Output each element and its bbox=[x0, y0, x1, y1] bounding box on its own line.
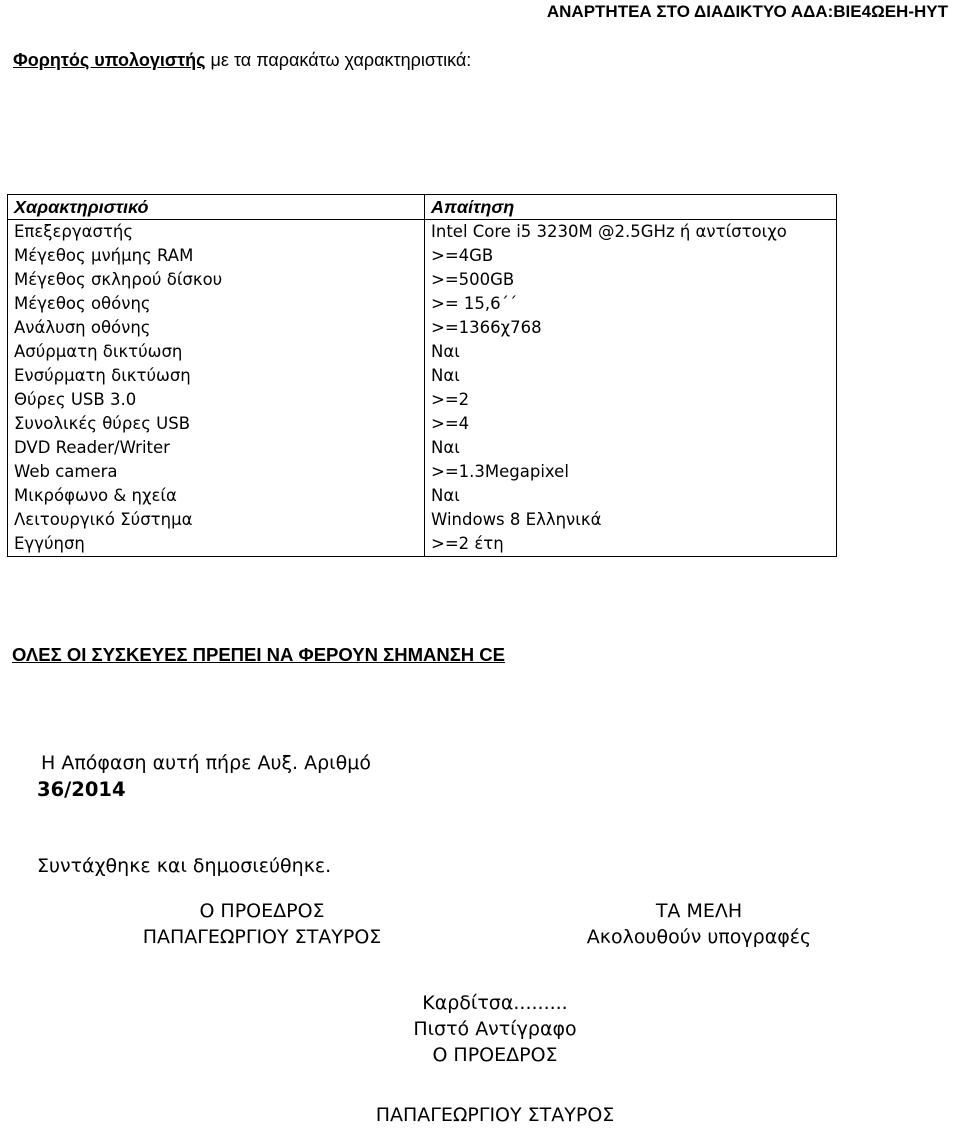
table-cell-requirement: Ναι bbox=[425, 364, 837, 388]
table-row bbox=[8, 484, 837, 508]
signature-members bbox=[566, 898, 832, 950]
table-row bbox=[8, 388, 837, 412]
table-row bbox=[8, 340, 837, 364]
table-cell-feature: Web camera bbox=[8, 460, 425, 484]
closing-place: Καρδίτσα......... bbox=[422, 992, 568, 1014]
table-cell-requirement: >=4 bbox=[425, 412, 837, 436]
table-cell-requirement: >=4GB bbox=[425, 244, 837, 268]
certified-copy-block bbox=[340, 990, 650, 1128]
table-cell-feature: Μέγεθος οθόνης bbox=[8, 292, 425, 316]
table-cell-feature: Ενσύρματη δικτύωση bbox=[8, 364, 425, 388]
table-cell-feature: Μικρόφωνο & ηχεία bbox=[8, 484, 425, 508]
table-cell-requirement: >=2 bbox=[425, 388, 837, 412]
signature-members-note: Ακολουθούν υπογραφές bbox=[586, 926, 812, 948]
table-cell-requirement: >=1366χ768 bbox=[425, 316, 837, 340]
decision-text: Η Απόφαση αυτή πήρε Αυξ. Αριθμό bbox=[41, 752, 371, 774]
table-cell-feature: Μέγεθος μνήμης RAM bbox=[8, 244, 425, 268]
table-cell-requirement: >=2 έτη bbox=[425, 532, 837, 557]
intro-item: Φορητός υπολογιστής bbox=[13, 50, 206, 70]
table-row bbox=[8, 268, 837, 292]
table-row bbox=[8, 292, 837, 316]
compiled-statement: Συντάχθηκε και δημοσιεύθηκε. bbox=[37, 855, 332, 877]
table-header-cell: Απαίτηση bbox=[425, 195, 837, 220]
table-row bbox=[8, 460, 837, 484]
signature-president-title: Ο ΠΡΟΕΔΡΟΣ bbox=[199, 900, 325, 922]
table-cell-requirement: Ναι bbox=[425, 436, 837, 460]
closing-name: ΠΑΠΑΓΕΩΡΓΙΟΥ ΣΤΑΥΡΟΣ bbox=[375, 1104, 615, 1126]
closing-spacer bbox=[340, 1068, 650, 1102]
table-cell-feature: Λειτουργικό Σύστημα bbox=[8, 508, 425, 532]
table-header-cell: Χαρακτηριστικό bbox=[8, 195, 425, 220]
table-cell-feature: Θύρες USB 3.0 bbox=[8, 388, 425, 412]
table-row bbox=[8, 436, 837, 460]
table-row bbox=[8, 364, 837, 388]
table-cell-requirement: >=1.3Megapixel bbox=[425, 460, 837, 484]
closing-copy: Πιστό Αντίγραφο bbox=[413, 1018, 577, 1040]
table-row bbox=[8, 220, 837, 245]
table-row bbox=[8, 316, 837, 340]
table-cell-feature: Μέγεθος σκληρού δίσκου bbox=[8, 268, 425, 292]
table-cell-feature: Συνολικές θύρες USB bbox=[8, 412, 425, 436]
decision-number: 36/2014 bbox=[37, 778, 126, 801]
table-row bbox=[8, 412, 837, 436]
table-cell-requirement: >=500GB bbox=[425, 268, 837, 292]
table-row bbox=[8, 532, 837, 557]
ada-header: ΑΝΑΡΤΗΤΕΑ ΣΤΟ ΔΙΑΔΙΚΤΥΟ ΑΔΑ:ΒΙΕ4ΩΕΗ-ΗΥΤ bbox=[546, 2, 948, 21]
table-cell-feature: Επεξεργαστής bbox=[8, 220, 425, 245]
table-cell-feature: DVD Reader/Writer bbox=[8, 436, 425, 460]
ce-notice: ΟΛΕΣ ΟΙ ΣΥΣΚΕΥΕΣ ΠΡΕΠΕΙ ΝΑ ΦΕΡΟΥΝ ΣΗΜΑΝΣΗ CE bbox=[12, 644, 505, 665]
signature-president bbox=[122, 898, 402, 950]
table-row bbox=[8, 508, 837, 532]
table-header-row bbox=[8, 195, 837, 220]
table-cell-requirement: Ναι bbox=[425, 484, 837, 508]
intro-line bbox=[13, 50, 471, 71]
table-cell-feature: Ασύρματη δικτύωση bbox=[8, 340, 425, 364]
closing-title: Ο ΠΡΟΕΔΡΟΣ bbox=[432, 1044, 558, 1066]
specs-table bbox=[7, 194, 837, 557]
table-row bbox=[8, 244, 837, 268]
table-cell-requirement: Windows 8 Ελληνικά bbox=[425, 508, 837, 532]
signature-members-title: ΤΑ ΜΕΛΗ bbox=[655, 900, 743, 922]
table-cell-requirement: Ναι bbox=[425, 340, 837, 364]
intro-rest: με τα παρακάτω χαρακτηριστικά: bbox=[205, 50, 472, 70]
specs-table-body bbox=[8, 195, 837, 557]
table-cell-requirement: Intel Core i5 3230M @2.5GHz ή αντίστοιχο bbox=[425, 220, 837, 245]
table-cell-feature: Ανάλυση οθόνης bbox=[8, 316, 425, 340]
table-cell-feature: Εγγύηση bbox=[8, 532, 425, 557]
table-cell-requirement: >= 15,6΄΄ bbox=[425, 292, 837, 316]
signature-president-name: ΠΑΠΑΓΕΩΡΓΙΟΥ ΣΤΑΥΡΟΣ bbox=[142, 926, 382, 948]
